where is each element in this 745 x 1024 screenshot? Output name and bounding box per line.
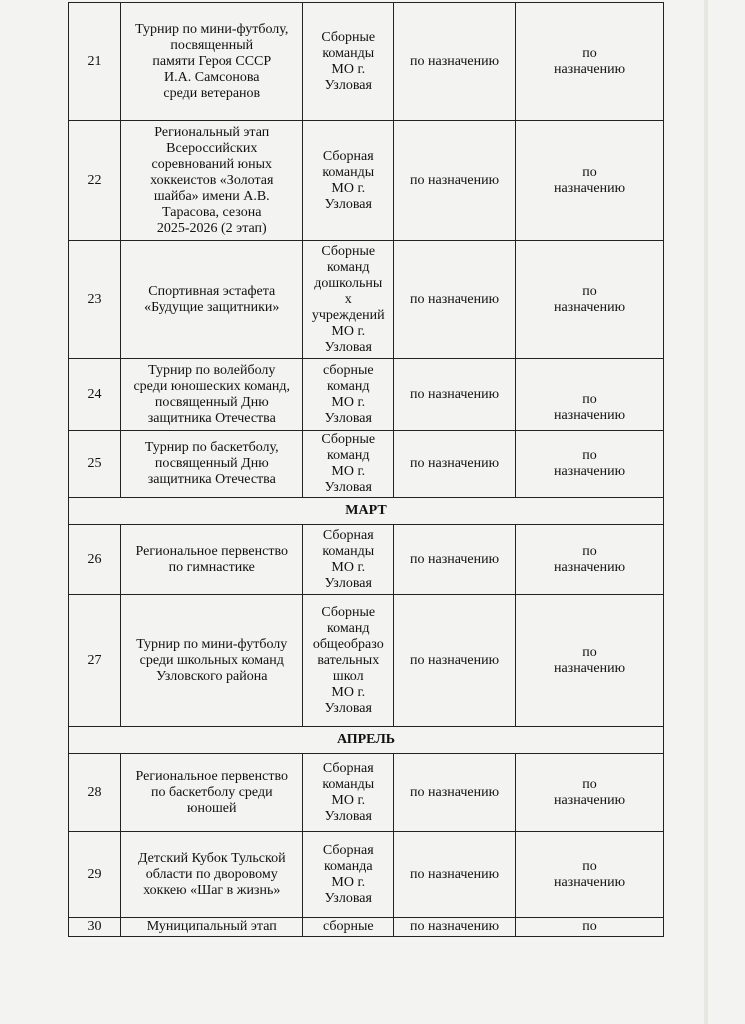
date: по назначению xyxy=(516,3,664,121)
event-title: Турнир по мини-футболу среди школьных команд Узловского района xyxy=(121,595,303,727)
event-title: Региональное первенство по гимнастике xyxy=(121,525,303,595)
table-row xyxy=(69,754,664,832)
venue: по назначению xyxy=(394,754,516,832)
participants: Сборные команд общеобразо вательных школ МО г. Узловая xyxy=(303,595,394,727)
month-row-april xyxy=(69,727,664,754)
date: по назначению xyxy=(516,121,664,241)
event-title: Турнир по мини-футболу, посвященный памяти Героя СССР И.А. Самсонова среди ветеранов xyxy=(121,3,303,121)
month-row-march xyxy=(69,498,664,525)
participants: сборные команд МО г. Узловая xyxy=(303,359,394,431)
events-table xyxy=(68,2,664,937)
table-row xyxy=(69,595,664,727)
participants: Сборные команд дошкольны х учреждений МО г. Узловая xyxy=(303,241,394,359)
event-title: Детский Кубок Тульской области по дворовому хоккею «Шаг в жизнь» xyxy=(121,832,303,918)
table-row xyxy=(69,431,664,498)
date: по назначению xyxy=(516,754,664,832)
row-number: 27 xyxy=(69,595,121,727)
venue: по назначению xyxy=(394,121,516,241)
venue: по назначению xyxy=(394,359,516,431)
schedule-sheet xyxy=(68,2,664,937)
venue: по назначению xyxy=(394,3,516,121)
venue: по назначению xyxy=(394,525,516,595)
table-row xyxy=(69,525,664,595)
date: по назначению xyxy=(516,595,664,727)
row-number: 21 xyxy=(69,3,121,121)
date: по назначению xyxy=(516,359,664,431)
table-row xyxy=(69,241,664,359)
venue: по назначению xyxy=(394,832,516,918)
participants: Сборная команды МО г. Узловая xyxy=(303,754,394,832)
date: по назначению xyxy=(516,431,664,498)
row-number: 30 xyxy=(69,918,121,937)
table-row xyxy=(69,918,664,937)
row-number: 26 xyxy=(69,525,121,595)
event-title: Спортивная эстафета «Будущие защитники» xyxy=(121,241,303,359)
participants: Сборные команды МО г. Узловая xyxy=(303,3,394,121)
table-row xyxy=(69,832,664,918)
participants: Сборная команда МО г. Узловая xyxy=(303,832,394,918)
page-edge-shadow xyxy=(704,0,708,1024)
event-title: Турнир по волейболу среди юношеских команд, посвященный Дню защитника Отечества xyxy=(121,359,303,431)
participants: Сборные команд МО г. Узловая xyxy=(303,431,394,498)
participants: сборные xyxy=(303,918,394,937)
table-row xyxy=(69,3,664,121)
date: по назначению xyxy=(516,832,664,918)
participants: Сборная команды МО г. Узловая xyxy=(303,525,394,595)
row-number: 23 xyxy=(69,241,121,359)
date: по xyxy=(516,918,664,937)
row-number: 25 xyxy=(69,431,121,498)
venue: по назначению xyxy=(394,431,516,498)
row-number: 29 xyxy=(69,832,121,918)
month-heading: МАРТ xyxy=(69,498,664,525)
month-heading: АПРЕЛЬ xyxy=(69,727,664,754)
row-number: 28 xyxy=(69,754,121,832)
table-row xyxy=(69,359,664,431)
event-title: Региональный этап Всероссийских соревнований юных хоккеистов «Золотая шайба» имени А.В. Тарасова, сезона 2025-2026 (2 этап) xyxy=(121,121,303,241)
row-number: 22 xyxy=(69,121,121,241)
event-title: Муниципальный этап xyxy=(121,918,303,937)
event-title: Турнир по баскетболу, посвященный Дню защитника Отечества xyxy=(121,431,303,498)
participants: Сборная команды МО г. Узловая xyxy=(303,121,394,241)
row-number: 24 xyxy=(69,359,121,431)
date: по назначению xyxy=(516,241,664,359)
venue: по назначению xyxy=(394,918,516,937)
event-title: Региональное первенство по баскетболу среди юношей xyxy=(121,754,303,832)
venue: по назначению xyxy=(394,595,516,727)
venue: по назначению xyxy=(394,241,516,359)
date: по назначению xyxy=(516,525,664,595)
table-row xyxy=(69,121,664,241)
